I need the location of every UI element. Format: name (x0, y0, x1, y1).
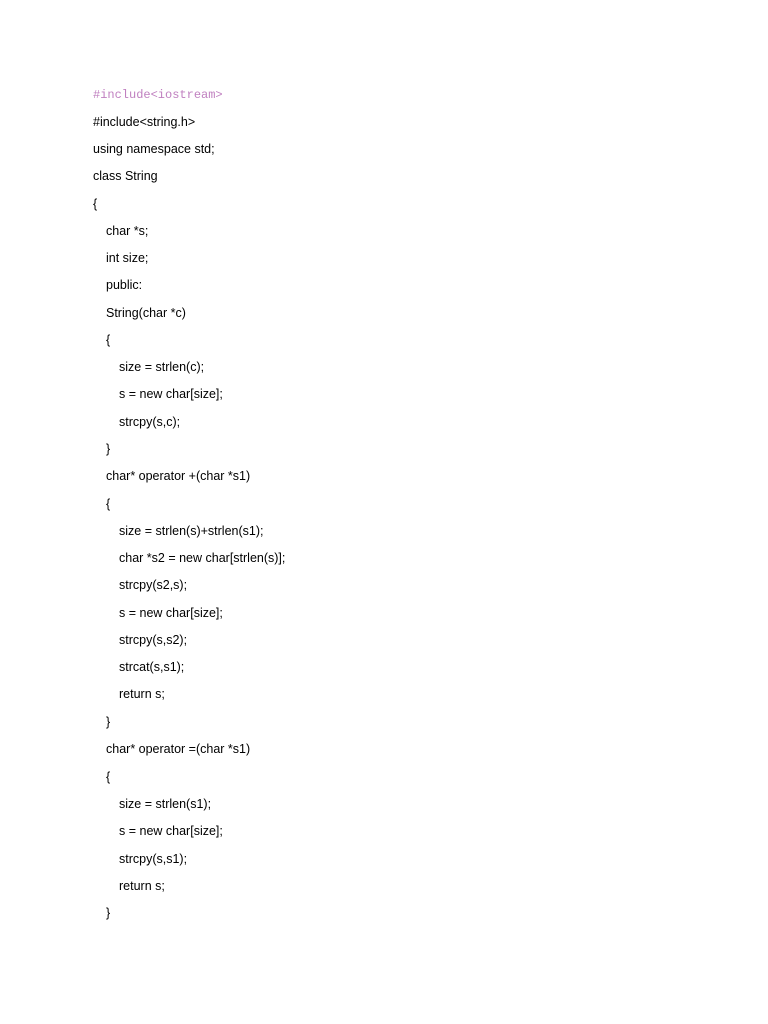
code-line-statement: s = new char[size]; (119, 606, 223, 620)
code-line-statement: strcpy(s,s1); (119, 852, 188, 866)
code-line-statement: strcpy(s,s2); (119, 633, 188, 647)
code-line-return: return s; (119, 879, 165, 893)
code-line-statement: s = new char[size]; (119, 387, 223, 401)
code-line-operator-assign-open-brace: { (106, 770, 111, 784)
code-line-using-namespace: using namespace std; (93, 142, 215, 156)
code-line-statement: char *s2 = new char[strlen(s)]; (119, 551, 286, 565)
code-line-statement: strcpy(s2,s); (119, 578, 188, 592)
code-line-member-size: int size; (106, 251, 149, 265)
code-line-operator-assign-close-brace: } (106, 906, 111, 920)
code-line-operator-assign: char* operator =(char *s1) (106, 742, 251, 756)
code-line-operator-plus-open-brace: { (106, 497, 111, 511)
code-line-constructor: String(char *c) (106, 306, 186, 320)
code-line-constructor-open-brace: { (106, 333, 111, 347)
code-line-operator-plus-close-brace: } (106, 715, 111, 729)
code-line-statement: strcpy(s,c); (119, 415, 181, 429)
code-line-statement: strcat(s,s1); (119, 660, 185, 674)
code-line-return: return s; (119, 687, 165, 701)
code-line-member-s: char *s; (106, 224, 149, 238)
code-line-include-iostream: #include<iostream> (93, 88, 223, 102)
code-line-class-declaration: class String (93, 169, 158, 183)
code-line-statement: size = strlen(c); (119, 360, 205, 374)
code-line-statement: size = strlen(s1); (119, 797, 212, 811)
code-line-public: public: (106, 278, 143, 292)
code-line-operator-plus: char* operator +(char *s1) (106, 469, 251, 483)
code-line-class-open-brace: { (93, 197, 98, 211)
code-line-constructor-close-brace: } (106, 442, 111, 456)
code-line-include-string: #include<string.h> (93, 115, 196, 129)
code-line-statement: s = new char[size]; (119, 824, 223, 838)
code-line-statement: size = strlen(s)+strlen(s1); (119, 524, 264, 538)
